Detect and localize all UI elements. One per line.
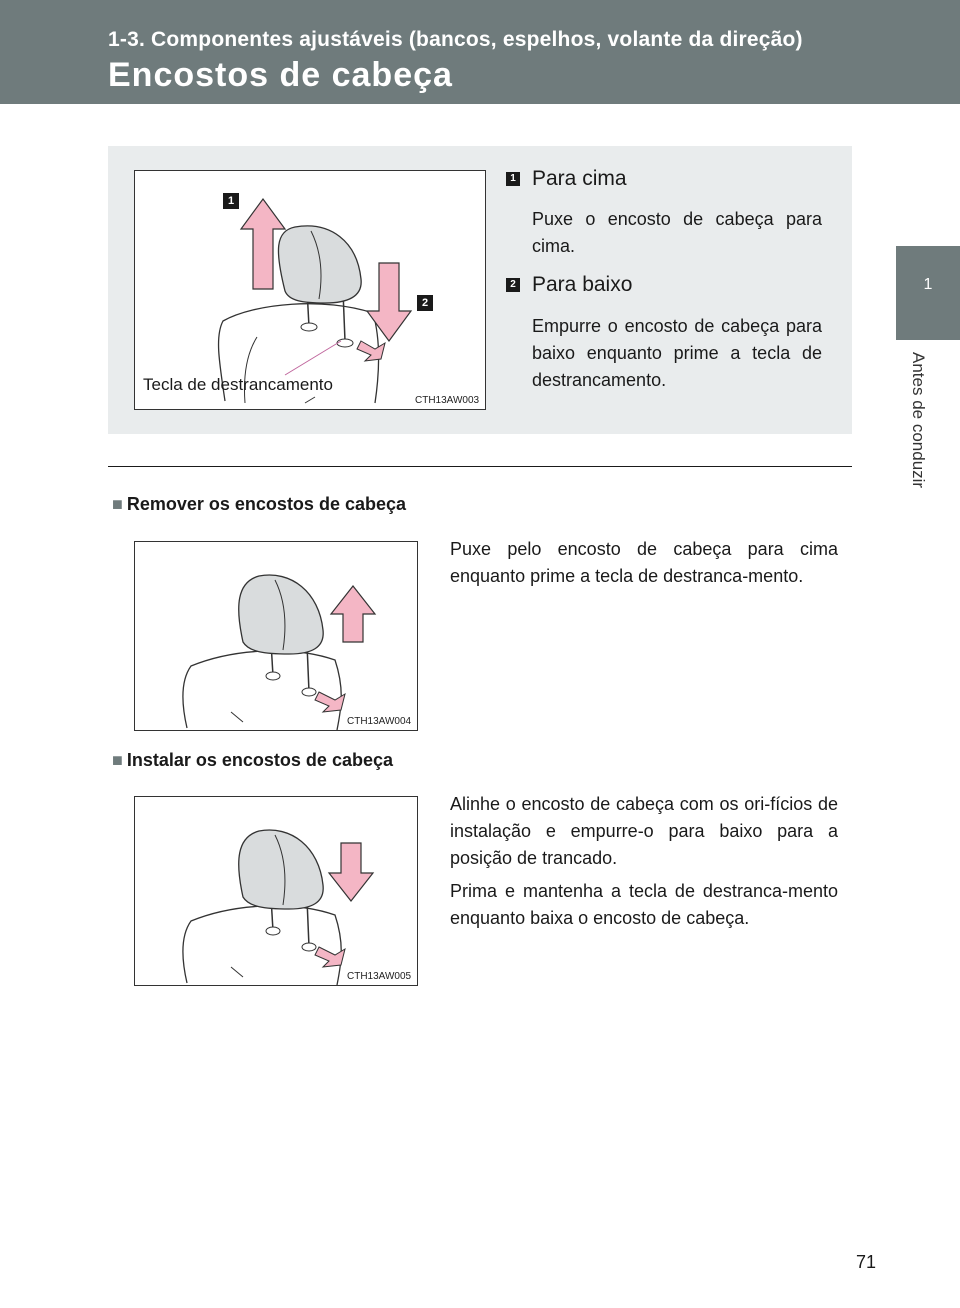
figure-remove-headrest: [134, 541, 418, 731]
page-title: Encostos de cabeça: [108, 56, 453, 94]
step-badge-1: 1: [506, 172, 520, 186]
figure-badge-up: 1: [223, 193, 239, 209]
install-instructions-2: Prima e mantenha a tecla de destranca-mento enquanto baixa o encosto de cabeça.: [450, 881, 838, 928]
figure-adjust-headrest: [134, 170, 486, 410]
headrest-remove-illustration: [135, 542, 417, 730]
chapter-label: Antes de conduzir: [909, 352, 928, 489]
section-marker-icon: ■: [112, 494, 123, 514]
section-subtitle: 1-3. Componentes ajustáveis (bancos, espelhos, volante da direção): [108, 28, 803, 51]
unlock-button-callout: Tecla de destrancamento: [143, 375, 333, 394]
step-title-up: Para cima: [532, 167, 627, 190]
section-marker-icon: ■: [112, 750, 123, 770]
step-text-up: Puxe o encosto de cabeça para cima.: [532, 209, 822, 256]
figure-install-headrest: [134, 796, 418, 986]
figure-code: CTH13AW005: [347, 971, 412, 982]
remove-instructions: Puxe pelo encosto de cabeça para cima enquanto prime a tecla de destranca-mento.: [450, 539, 838, 586]
step-text-down: Empurre o encosto de cabeça para baixo enquanto prime a tecla de destrancamento.: [532, 316, 822, 390]
section-title-install: Instalar os encostos de cabeça: [126, 750, 393, 770]
section-heading-install: [112, 750, 393, 771]
headrest-adjust-illustration: [135, 171, 485, 409]
figure-badge-down: 2: [417, 295, 433, 311]
figure-code: CTH13AW004: [347, 716, 412, 727]
headrest-install-illustration: [135, 797, 417, 985]
page-number: 71: [856, 1252, 877, 1272]
section-title-remove: Remover os encostos de cabeça: [126, 494, 406, 514]
section-heading-remove: [112, 494, 406, 515]
page-header: [0, 0, 960, 104]
section-divider: [108, 466, 852, 467]
chapter-number: 1: [923, 276, 933, 293]
step-badge-2: 2: [506, 278, 520, 292]
figure-code: CTH13AW003: [415, 395, 480, 406]
step-title-down: Para baixo: [532, 273, 633, 296]
install-instructions-1: Alinhe o encosto de cabeça com os ori-fícios de instalação e empurre-o para baixo para a posição de trancado.: [450, 794, 838, 868]
